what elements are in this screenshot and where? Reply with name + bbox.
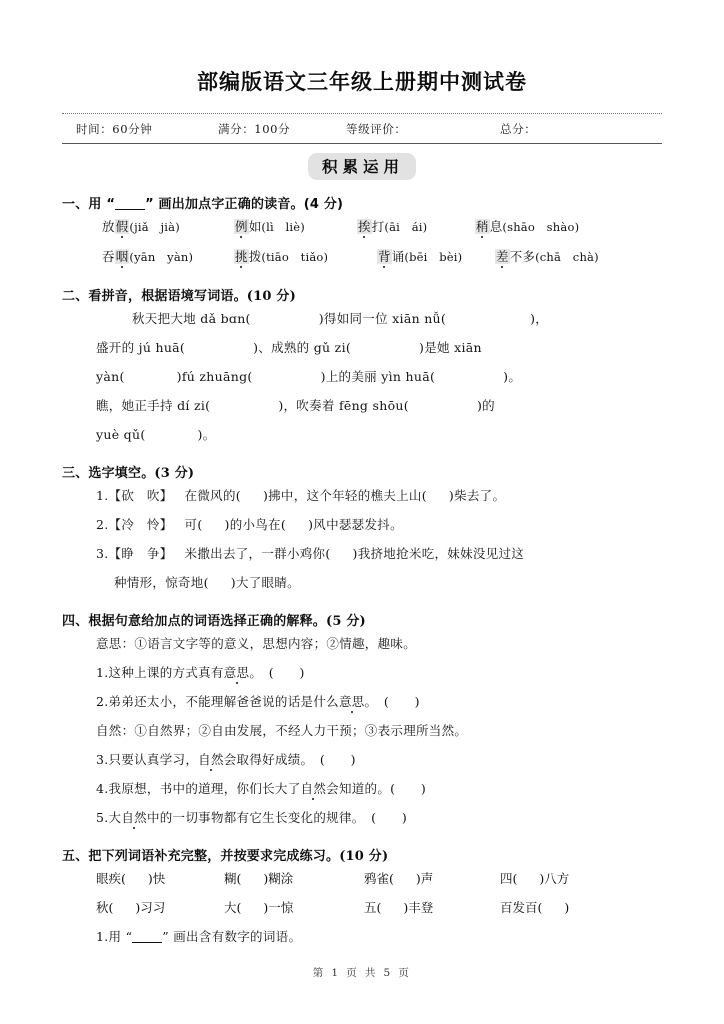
- word-suffix: 诵: [391, 249, 405, 264]
- q2-text: )上的美丽 yìn huā(: [320, 369, 436, 384]
- idiom-part-b: )一惊: [263, 900, 294, 915]
- exam-info-row: [62, 114, 662, 144]
- question-1-heading-part-b: ” 画出加点字正确的读音。(4 分): [145, 197, 344, 212]
- word-suffix: 拨: [248, 249, 262, 264]
- q2-text: yuè qǔ(: [96, 427, 146, 442]
- pinyin-options[interactable]: (shāo shào): [502, 220, 580, 234]
- idiom-part-a: 大(: [224, 900, 242, 915]
- question-2-line: [62, 362, 662, 391]
- dotted-word: 自然: [300, 781, 327, 796]
- idiom-item[interactable]: [224, 864, 364, 893]
- question-4-item: [62, 745, 662, 774]
- idiom-part-a: 秋(: [96, 900, 114, 915]
- pinyin-options[interactable]: (jiǎ jià): [129, 220, 180, 234]
- q2-text: )fú zhuāng(: [176, 369, 253, 384]
- q3-text: 米撒出去了，一群小鸡你(: [184, 546, 331, 561]
- page-title: 部编版语文三年级上册期中测试卷: [197, 70, 527, 94]
- question-4-definition: 意思：①语言文字等的意义，思想内容；②情趣，趣味。: [96, 636, 417, 651]
- q2-text: )。: [503, 369, 522, 384]
- question-2-heading: 二、看拼音，根据语境写词语。(10 分): [62, 289, 296, 304]
- exam-time: 时间：60分钟: [76, 122, 153, 136]
- idiom-part-a: 五(: [364, 900, 382, 915]
- question-1-row: [62, 242, 662, 272]
- char-choices[interactable]: 【砍 吹】: [108, 488, 173, 503]
- underline-blank-icon: [115, 209, 145, 210]
- q3-text: )柴去了。: [448, 488, 506, 503]
- pinyin-choice-item[interactable]: [495, 242, 599, 272]
- question-4-item: [62, 803, 662, 832]
- question-3-item: [62, 539, 662, 568]
- section-banner-wrap: [62, 153, 662, 180]
- q2-text: yàn(: [96, 369, 125, 384]
- idiom-row: [62, 893, 662, 922]
- pinyin-choice-item[interactable]: [102, 212, 234, 242]
- q3-text: 可(: [184, 517, 203, 532]
- question-2-line: [62, 420, 662, 449]
- question-1-heading-part-a: 一、用 “: [62, 197, 116, 212]
- q3-text: 在微风的(: [184, 488, 241, 503]
- q4-text[interactable]: 。 ( ): [364, 694, 420, 709]
- question-3-item: [62, 510, 662, 539]
- q5-sub-text: ” 画出含有数字的词语。: [162, 929, 302, 944]
- pinyin-choice-item[interactable]: [234, 242, 377, 272]
- dotted-char: 背: [378, 249, 391, 264]
- idiom-item[interactable]: [500, 893, 620, 922]
- char-choices[interactable]: 【冷 怜】: [108, 517, 173, 532]
- question-5-heading: 五、把下列词语补充完整，并按要求完成练习。(10 分): [62, 849, 389, 864]
- q3-text: )的小鸟在(: [224, 517, 287, 532]
- idiom-part-b: )快: [147, 871, 166, 886]
- q2-text: )得如同一位 xiān nǚ(: [318, 311, 447, 326]
- question-1-heading: [62, 193, 662, 212]
- idiom-item[interactable]: [364, 893, 500, 922]
- question-2-line: [62, 391, 662, 420]
- q3-text: )大了眼睛。: [230, 575, 300, 590]
- dotted-char: 挑: [235, 249, 248, 264]
- idiom-item[interactable]: [96, 864, 224, 893]
- word-prefix: 吞: [102, 249, 115, 264]
- dotted-word: 意思: [223, 665, 250, 680]
- question-4-item: [62, 658, 662, 687]
- q4-text[interactable]: 中的一切事物都有它生长变化的规律。 ( ): [146, 810, 408, 825]
- idiom-item[interactable]: [224, 893, 364, 922]
- exam-grade-rating: 等级评价：: [346, 122, 407, 136]
- word-suffix: 息: [489, 219, 503, 234]
- question-5-sub-item: [62, 922, 662, 951]
- item-number: 2.: [96, 517, 109, 532]
- idiom-part-a: 百发百(: [500, 900, 543, 915]
- exam-info-bar: [62, 113, 662, 144]
- pinyin-choice-item[interactable]: [377, 242, 495, 272]
- dotted-word: 自然: [121, 810, 147, 825]
- underline-blank-icon: [132, 942, 162, 943]
- pinyin-options[interactable]: (chā chà): [535, 250, 599, 264]
- dotted-char: 差: [496, 249, 509, 264]
- question-1-row: [62, 212, 662, 242]
- q4-text[interactable]: 。 ( ): [249, 665, 305, 680]
- pinyin-options[interactable]: (āi ái): [384, 220, 428, 234]
- idiom-part-b: ): [564, 900, 570, 915]
- idiom-part-a: 四(: [500, 871, 518, 886]
- q4-text: 3.只要认真学习，: [96, 752, 199, 767]
- question-3-heading: 三、选字填空。(3 分): [62, 466, 195, 481]
- pinyin-choice-item[interactable]: [234, 212, 357, 242]
- idiom-part-b: )声: [415, 871, 434, 886]
- q4-text[interactable]: 会取得好成绩。 ( ): [223, 752, 356, 767]
- dotted-word: 意思: [338, 694, 365, 709]
- question-4-heading: 四、根据句意给加点的词语选择正确的解释。(5 分): [62, 614, 366, 629]
- char-choices[interactable]: 【睁 争】: [108, 546, 173, 561]
- pinyin-options[interactable]: (bēi bèi): [404, 250, 463, 264]
- q2-text: 秋天把大地 dǎ bɑn(: [132, 311, 251, 326]
- question-3-item: [62, 481, 662, 510]
- dotted-char: 例: [235, 219, 248, 234]
- question-2-line: [62, 333, 662, 362]
- pinyin-choice-item[interactable]: [475, 212, 579, 242]
- dotted-word: 自然: [198, 752, 224, 767]
- q3-text: )拂中，这个年轻的樵夫上山(: [262, 488, 427, 503]
- q2-text: )。: [197, 427, 216, 442]
- item-number: 1.: [96, 488, 109, 503]
- idiom-row: [62, 864, 662, 893]
- q2-text: )是她 xiān: [419, 340, 482, 355]
- q4-text: 2.弟弟还太小，不能理解爸爸说的话是什么: [96, 694, 339, 709]
- dotted-char: 咽: [115, 249, 129, 264]
- page-footer: 第 1 页 共 5 页: [312, 967, 412, 979]
- q2-text: 盛开的 jú huā(: [96, 340, 186, 355]
- pinyin-options[interactable]: (lì liè): [261, 220, 305, 234]
- pinyin-options[interactable]: (tiāo tiǎo): [261, 250, 329, 264]
- section-banner: 积累运用: [308, 153, 416, 180]
- question-4-definition: 自然：①自然界；②自由发展，不经人力干预；③表示理所当然。: [96, 723, 468, 738]
- exam-total-score: 总分：: [500, 122, 537, 136]
- q3-text: 种情形，惊奇地(: [114, 575, 209, 590]
- question-3-item-cont: [62, 568, 662, 597]
- idiom-part-b: )八方: [539, 871, 570, 886]
- word-suffix: 不多: [509, 249, 536, 264]
- item-number: 3.: [96, 546, 109, 561]
- word-suffix: 打: [371, 219, 385, 234]
- q2-text: 瞧，她正手持 dí zi(: [96, 398, 211, 413]
- dotted-char: 挨: [358, 219, 371, 234]
- pinyin-choice-item[interactable]: [357, 212, 475, 242]
- pinyin-options[interactable]: (yān yàn): [129, 250, 194, 264]
- idiom-part-b: )丰登: [403, 900, 434, 915]
- word-prefix: 放: [102, 219, 115, 234]
- idiom-item[interactable]: [500, 864, 620, 893]
- q2-text: )、成熟的 gǔ zi(: [253, 340, 352, 355]
- idiom-item[interactable]: [96, 893, 224, 922]
- exam-full-marks: 满分：100分: [218, 122, 291, 136]
- q5-sub-text: 1.用 “: [96, 929, 133, 944]
- word-suffix: 如: [248, 219, 262, 234]
- pinyin-choice-item[interactable]: [102, 242, 234, 272]
- q3-text: )风中瑟瑟发抖。: [308, 517, 403, 532]
- q4-text: 4.我原想，书中的道理，你们长大了: [96, 781, 301, 796]
- q4-text[interactable]: 会知道的。( ): [326, 781, 427, 796]
- question-4-item: [62, 687, 662, 716]
- dotted-char: 假: [115, 219, 129, 234]
- dotted-char: 稍: [476, 219, 489, 234]
- q4-text: 1.这种上课的方式真有: [96, 665, 224, 680]
- q4-text: 5.大: [96, 810, 122, 825]
- q2-text: )，: [530, 311, 549, 326]
- idiom-item[interactable]: [364, 864, 500, 893]
- q3-text: )我挤地抢米吃，妹妹没见过这: [352, 546, 525, 561]
- q2-text: )，吹奏着 fēng shōu(: [278, 398, 409, 413]
- question-4-item: [62, 774, 662, 803]
- idiom-part-b: )习习: [135, 900, 166, 915]
- q2-text: )的: [476, 398, 495, 413]
- idiom-part-a: 鸦雀(: [364, 871, 394, 886]
- idiom-part-a: 糊(: [224, 871, 242, 886]
- idiom-part-a: 眼疾(: [96, 871, 126, 886]
- question-2-line: [62, 304, 662, 333]
- idiom-part-b: )糊涂: [263, 871, 294, 886]
